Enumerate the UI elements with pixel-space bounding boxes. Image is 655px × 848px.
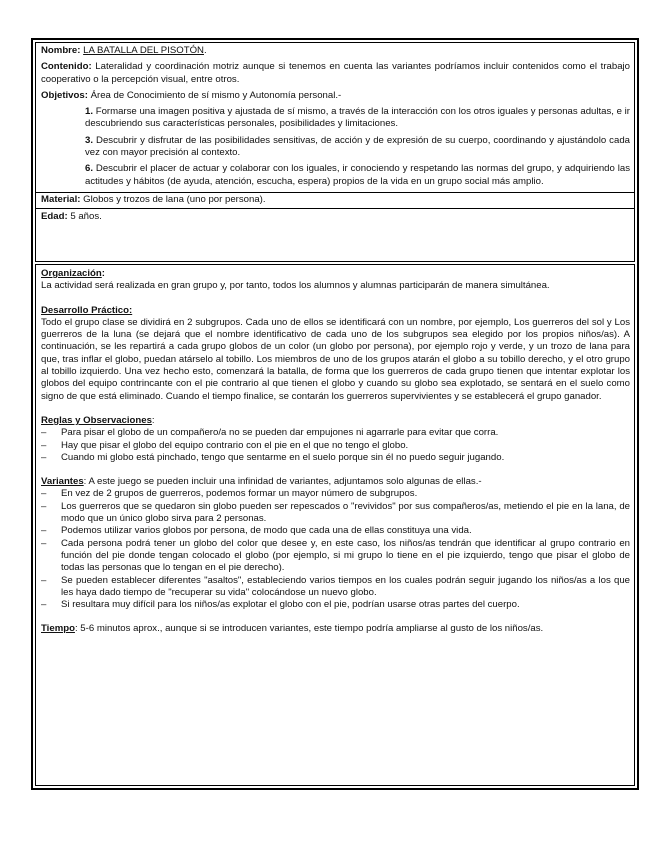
objetivo-item: 3. Descubrir y disfrutar de las posibilidades sensitivas, de acción y de expresión de su cuerpo, coordinando y ajustándolo cada vez con mayor precisión al contexto. [85, 134, 630, 159]
material-label: Material [41, 193, 78, 205]
list-item: – Podemos utilizar varios globos por persona, de modo que cada una de ellas constituya una vida. [41, 525, 630, 537]
contenido-text: Lateralidad y coordinación motriz aunque si tenemos en cuenta las variantes podríamos incluir contenidos como el trabajo cooperativo o la percepción visual, entre otros. [41, 61, 630, 85]
list-item: – Cuando mi globo está pinchado, tengo que sentarme en el suelo porque sin él no puedo seguir jugando. [41, 452, 630, 464]
document-frame [31, 38, 639, 790]
body-box [35, 264, 635, 786]
material-text: Globos y trozos de lana (uno por persona). [83, 193, 266, 205]
objetivos-row: Objetivos: Área de Conocimiento de sí mismo y Autonomía personal.- [41, 89, 342, 101]
edad-label: Edad [41, 211, 65, 223]
nombre-label: Nombre [41, 45, 78, 56]
edad-row: Edad: 5 años. [41, 211, 102, 223]
objetivo-item: 6. Descubrir el placer de actuar y colaborar con los iguales, ir conociendo y respetando las normas del grupo, y adquiriendo las actitudes y hábitos (de ayuda, atención, escucha, espera) propios de la vida en un grupo social más amplio. [85, 163, 630, 187]
reglas-heading: Reglas y Observaciones: [41, 414, 155, 426]
nombre-value: LA BATALLA DEL PISOTÓN [83, 45, 204, 56]
edad-text: 5 años. [70, 211, 102, 223]
objetivos-list [85, 106, 630, 188]
material-row: Material: Globos y trozos de lana (uno por persona). [36, 192, 634, 209]
header-box [35, 42, 635, 262]
desarrollo-text: Todo el grupo clase se dividirá en 2 subgrupos. Cada uno de ellos se identificará con un nombre, por ejemplo, Los guerreros del sol y Los guerreros de la luna (se dejará que el nombre identificativo de cada uno de los subgrupos sea elegido por los propios niños/as). A continuación, se les repartirá a cada grupo globos de un color (un globo por persona), por ejemplo rojo y verde, y un trozo de lana para que, tras inflar el globo, puedan atárselo al tobillo. Los miembros de uno de los grupos atarán el globo a su tobillo derecho, y el otro grupo al tobillo izquierdo. Una vez hecho esto, comenzará la batalla, de forma que los guerreros de cada grupo tienen que intentar explotar los globos del equipo contrincante con el pie contrario al que tienen el globo y cuando su globo sea explotado, se sentará en el suelo como signo de que está eliminado. Cuando el tiempo finalice, se contarán los guerreros supervivientes y se establecerá el grupo ganador. [41, 316, 630, 402]
reglas-list [41, 427, 630, 464]
objetivo-item: 1. Formarse una imagen positiva y ajustada de sí mismo, a través de la interacción con los otros iguales y personas adultas, e ir descubriendo sus características personales, posibilidades y limitaciones. [85, 106, 630, 130]
tiempo-row: Tiempo: 5-6 minutos aprox., aunque si se introducen variantes, este tiempo podría ampliarse al gusto de los niños/as. [41, 623, 544, 635]
objetivos-label: Objetivos [41, 89, 85, 101]
list-item: – Si resultara muy difícil para los niños/as explotar el globo con el pie, podrían usarse otras partes del cuerpo. [41, 599, 630, 611]
list-item: – Se pueden establecer diferentes "asaltos", estableciendo varios tiempos en los cuales podrán seguir jugando los niños/as a los que les haya dado tiempo de "recuperar su vida" colocándose un nuevo globo. [41, 575, 630, 600]
objetivos-intro: Área de Conocimiento de sí mismo y Autonomía personal.- [90, 89, 342, 101]
variantes-heading: Variantes: A este juego se pueden incluir una infinidad de variantes, adjuntamos solo algunas de ellas.- [41, 476, 482, 488]
list-item: – Los guerreros que se quedaron sin globo pueden ser repescados o "revividos" por sus compañeros/as, metiendo el pie en la lana, de modo que un único globo sirva para 2 personas. [41, 501, 630, 526]
variantes-list [41, 488, 630, 611]
list-item: – Cada persona podrá tener un globo del color que desee y, en este caso, los niños/as tendrán que identificar al grupo contrario en función del pie donde tengan colocado el globo (por ejemplo, si mi grupo lo tiene en el pie izquierdo, tengo que pisar el globo de todas las personas que lo tengan en el pie derecho). [41, 538, 630, 575]
desarrollo-heading: Desarrollo Práctico: [41, 304, 133, 316]
organizacion-heading: Organización: [41, 268, 105, 279]
list-item: – En vez de 2 grupos de guerreros, podemos formar un mayor número de subgrupos. [41, 488, 630, 500]
tiempo-text: 5-6 minutos aprox., aunque si se introducen variantes, este tiempo podría ampliarse al gusto de los niños/as. [80, 623, 544, 635]
nombre-row: Nombre: LA BATALLA DEL PISOTÓN. [41, 45, 207, 56]
contenido-label: Contenido [41, 61, 89, 73]
list-item: – Para pisar el globo de un compañero/a no se pueden dar empujones ni agarrarle para evitar que corra. [41, 427, 630, 439]
contenido-row: Contenido: Lateralidad y coordinación motriz aunque si tenemos en cuenta las variantes podríamos incluir contenidos como el trabajo cooperativo o la percepción visual, entre otros. [41, 61, 630, 85]
variantes-intro: A este juego se pueden incluir una infinidad de variantes, adjuntamos solo algunas de ellas.- [88, 476, 482, 488]
organizacion-text: La actividad será realizada en gran grupo y, por tanto, todos los alumnos y alumnas participarán de manera simultánea. [41, 280, 550, 292]
list-item: – Hay que pisar el globo del equipo contrario con el pie en el que no tengo el globo. [41, 440, 630, 452]
